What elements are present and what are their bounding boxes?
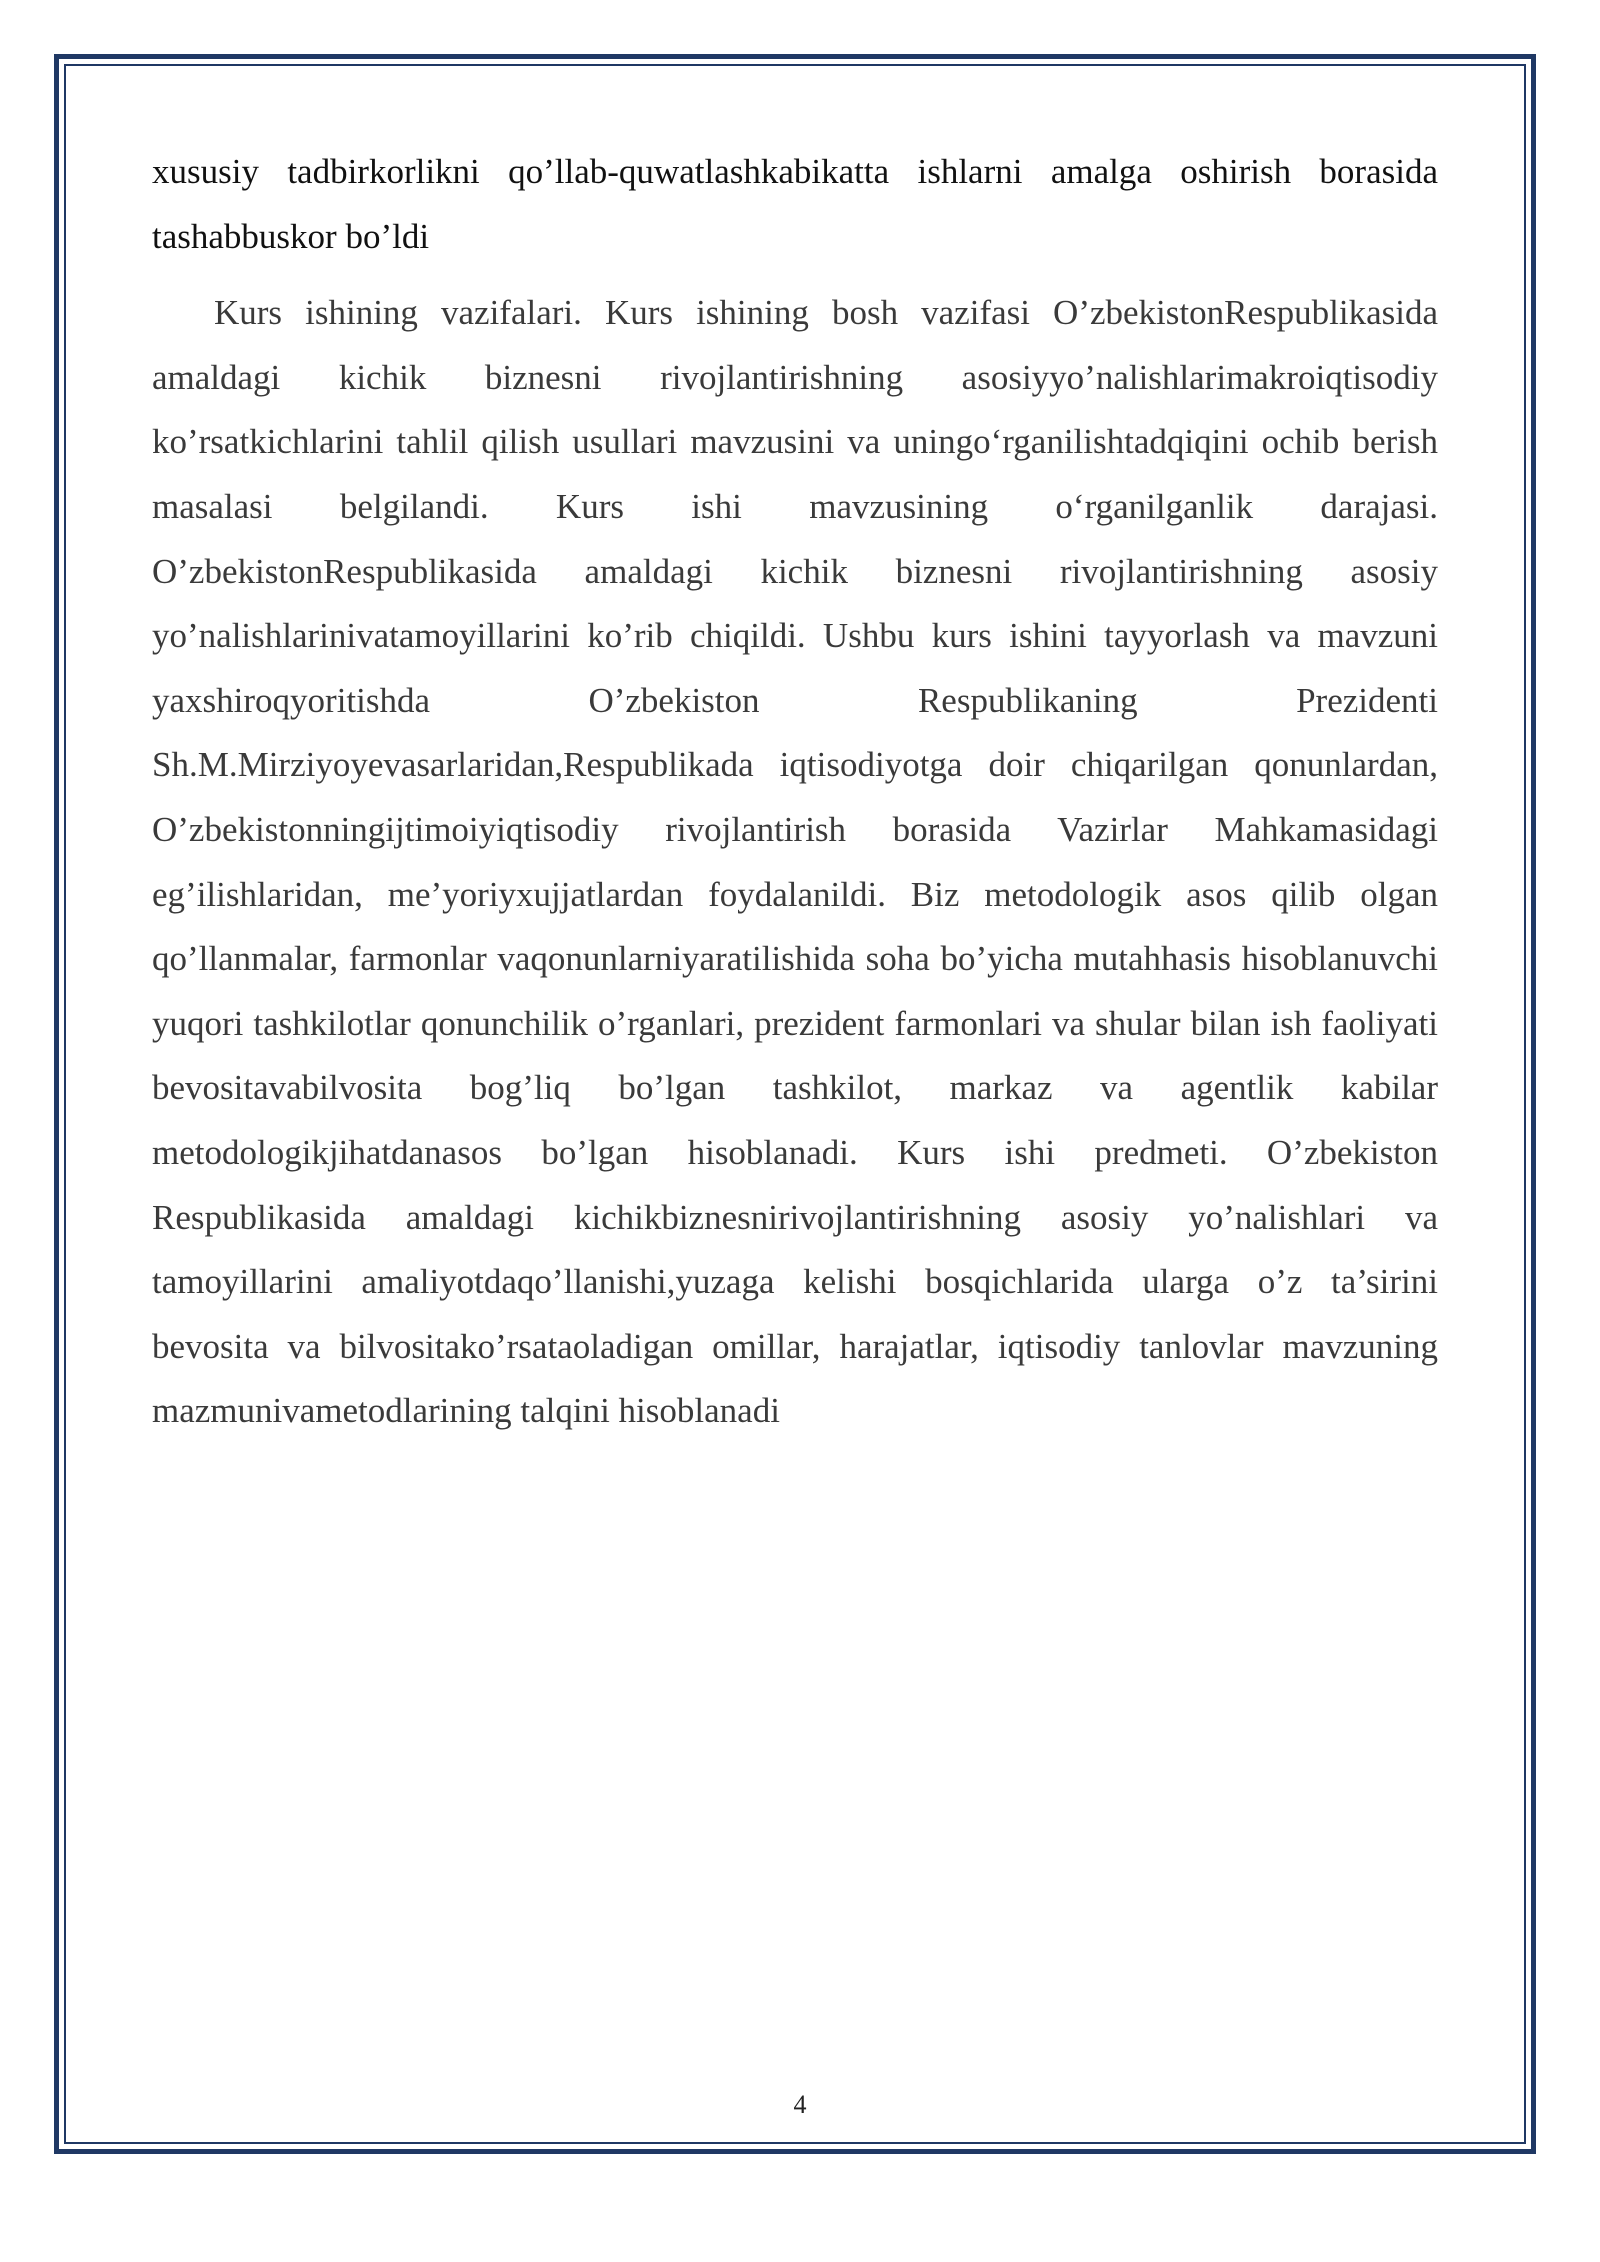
document-body	[152, 140, 1438, 1444]
paragraph-main: Kurs ishining vazifalari. Kurs ishining bosh vazifasi O’zbekistonRespublikasida amaldagi kichik biznesni rivojlantirishning asosiyyo’nalishlarimakroiqtisodiy ko’rsatkichlarini tahlil qilish usullari mavzusini va uningo‘rganilishtadqiqini ochib berish masalasi belgilandi. Kurs ishi mavzusining o‘rganilganlik darajasi. O’zbekistonRespublikasida amaldagi kichik biznesni rivojlantirishning asosiy yo’nalishlarinivatamoyillarini ko’rib chiqildi. Ushbu kurs ishini tayyorlash va mavzuni yaxshiroqyoritishda O’zbekiston Respublikaning Prezidenti Sh.M.Mirziyoyevasarlaridan,Respublikada iqtisodiyotga doir chiqarilgan qonunlardan, O’zbekistonningijtimoiyiqtisodiy rivojlantirish borasida Vazirlar Mahkamasidagi eg’ilishlaridan, me’yoriyxujjatlardan foydalanildi. Biz metodologik asos qilib olgan qo’llanmalar, farmonlar vaqonunlarniyaratilishida soha bo’yicha mutahhasis hisoblanuvchi yuqori tashkilotlar qonunchilik o’rganlari, prezident farmonlari va shular bilan ish faoliyati bevositavabilvosita bog’liq bo’lgan tashkilot, markaz va agentlik kabilar metodologikjihatdanasos bo’lgan hisoblanadi. Kurs ishi predmeti. O’zbekiston Respublikasida amaldagi kichikbiznesnirivojlantirishning asosiy yo’nalishlari va tamoyillarini amaliyotdaqo’llanishi,yuzaga kelishi bosqichlarida ularga o’z ta’sirini bevosita va bilvositako’rsataoladigan omillar, harajatlar, iqtisodiy tanlovlar mavzuning mazmunivametodlarining talqini hisoblanadi	[152, 293, 1438, 1431]
page-number: 4	[793, 2090, 807, 2119]
paragraph-intro: xususiy tadbirkorlikni qo’llab-quwatlashkabikatta ishlarni amalga oshirish borasida tashabbuskor bo’ldi	[152, 152, 1438, 256]
